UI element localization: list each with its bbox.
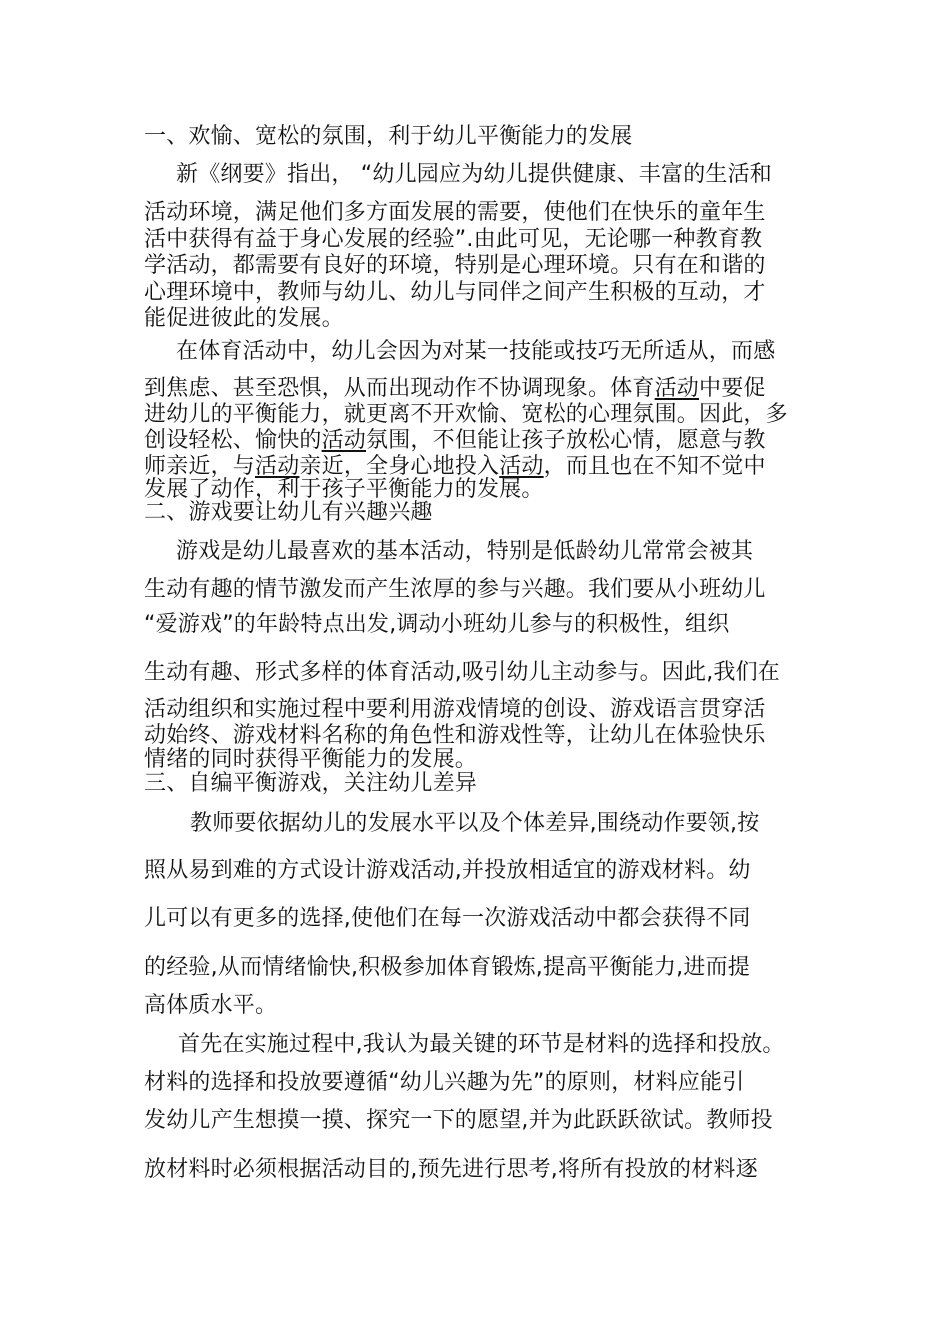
paragraph-1-line-5: 心理环境中，教师与幼儿、幼儿与同伴之间产生积极的互动，才	[144, 280, 766, 305]
paragraph-1-line-3: 活中获得有益于身心发展的经验”.由此可见，无论哪一种教育教	[144, 227, 763, 252]
paragraph-2-line-3: 进幼儿的平衡能力，就更离不开欢愉、宽松的心理氛围。因此，多	[144, 402, 788, 427]
paragraph-3-line-3: “爱游戏”的年龄特点出发,调动小班幼儿参与的积极性，组织	[144, 612, 730, 637]
paragraph-3-line-5: 活动组织和实施过程中要利用游戏情境的创设、游戏语言贯穿活	[144, 697, 766, 722]
paragraph-1-line-4: 学活动，都需要有良好的环境，特别是心理环境。只有在和谐的	[144, 253, 766, 278]
paragraph-4-line-2: 照从易到难的方式设计游戏活动,并投放相适宜的游戏材料。幼	[144, 858, 751, 883]
paragraph-2-line-4	[144, 428, 766, 454]
paragraph-4-line-4: 的经验,从而情绪愉快,积极参加体育锻炼,提高平衡能力,进而提	[144, 955, 750, 980]
underlined-term: 活动	[255, 454, 300, 479]
paragraph-4-line-5: 高体质水平。	[144, 993, 278, 1018]
heading-1: 一、欢愉、宽松的氛围，利于幼儿平衡能力的发展	[144, 124, 633, 149]
paragraph-3-line-4: 生动有趣、形式多样的体育活动,吸引幼儿主动参与。因此,我们在	[144, 660, 780, 685]
paragraph-2-line-1: 在体育活动中，幼儿会因为对某一技能或技巧无所适从，而感	[176, 339, 776, 364]
heading-2: 二、游戏要让幼儿有兴趣兴趣	[144, 500, 433, 525]
paragraph-5-line-2: 材料的选择和投放要遵循“幼儿兴趣为先”的原则，材料应能引	[144, 1070, 745, 1095]
paragraph-3-line-6: 动始终、游戏材料名称的角色性和游戏性等，让幼儿在体验快乐	[144, 723, 766, 748]
paragraph-5-line-1: 首先在实施过程中,我认为最关键的环节是材料的选择和投放。	[178, 1032, 785, 1057]
paragraph-2-line-6: 发展了动作，利于孩子平衡能力的发展。	[144, 477, 544, 502]
text-run: 亲近，全身心地投入	[299, 454, 500, 479]
underlined-term: 活动	[499, 454, 544, 479]
paragraph-5-line-4: 放材料时必须根据活动目的,预先进行思考,将所有投放的材料逐	[144, 1157, 758, 1182]
paragraph-3-line-1: 游戏是幼儿最喜欢的基本活动，特别是低龄幼儿常常会被其	[176, 539, 754, 564]
text-run: 师亲近，与	[144, 454, 256, 479]
heading-3: 三、自编平衡游戏，关注幼儿差异	[144, 771, 478, 796]
paragraph-1-line-2: 活动环境，满足他们多方面发展的需要，使他们在快乐的童年生	[144, 200, 766, 225]
text-run: 创设轻松、愉快的	[144, 428, 322, 453]
text-run: 中要促	[699, 376, 766, 401]
text-run: 氛围，不但能让孩子放松心情，愿意与教	[366, 428, 766, 453]
underlined-term: 活动	[321, 428, 367, 453]
paragraph-2-line-2	[144, 376, 766, 402]
paragraph-1-line-1: 新《纲要》指出， “幼儿园应为幼儿提供健康、丰富的生活和	[176, 162, 772, 187]
paragraph-4-line-1: 教师要依据幼儿的发展水平以及个体差异,围绕动作要领,按	[190, 811, 760, 836]
paragraph-1-line-6: 能促进彼此的发展。	[144, 306, 344, 331]
text-run: 到焦虑、甚至恐惧，从而出现动作不协调现象。体育	[144, 376, 655, 401]
underlined-term: 活动	[654, 376, 700, 401]
paragraph-3-line-2: 生动有趣的情节激发而产生浓厚的参与兴趣。我们要从小班幼儿	[144, 577, 766, 602]
paragraph-3-line-7: 情绪的同时获得平衡能力的发展。	[144, 747, 478, 772]
paragraph-5-line-3: 发幼儿产生想摸一摸、探究一下的愿望,并为此跃跃欲试。教师投	[144, 1108, 773, 1133]
paragraph-4-line-3: 儿可以有更多的选择,使他们在每一次游戏活动中都会获得不同	[144, 906, 751, 931]
text-run: ，而且也在不知不觉中	[543, 454, 766, 479]
